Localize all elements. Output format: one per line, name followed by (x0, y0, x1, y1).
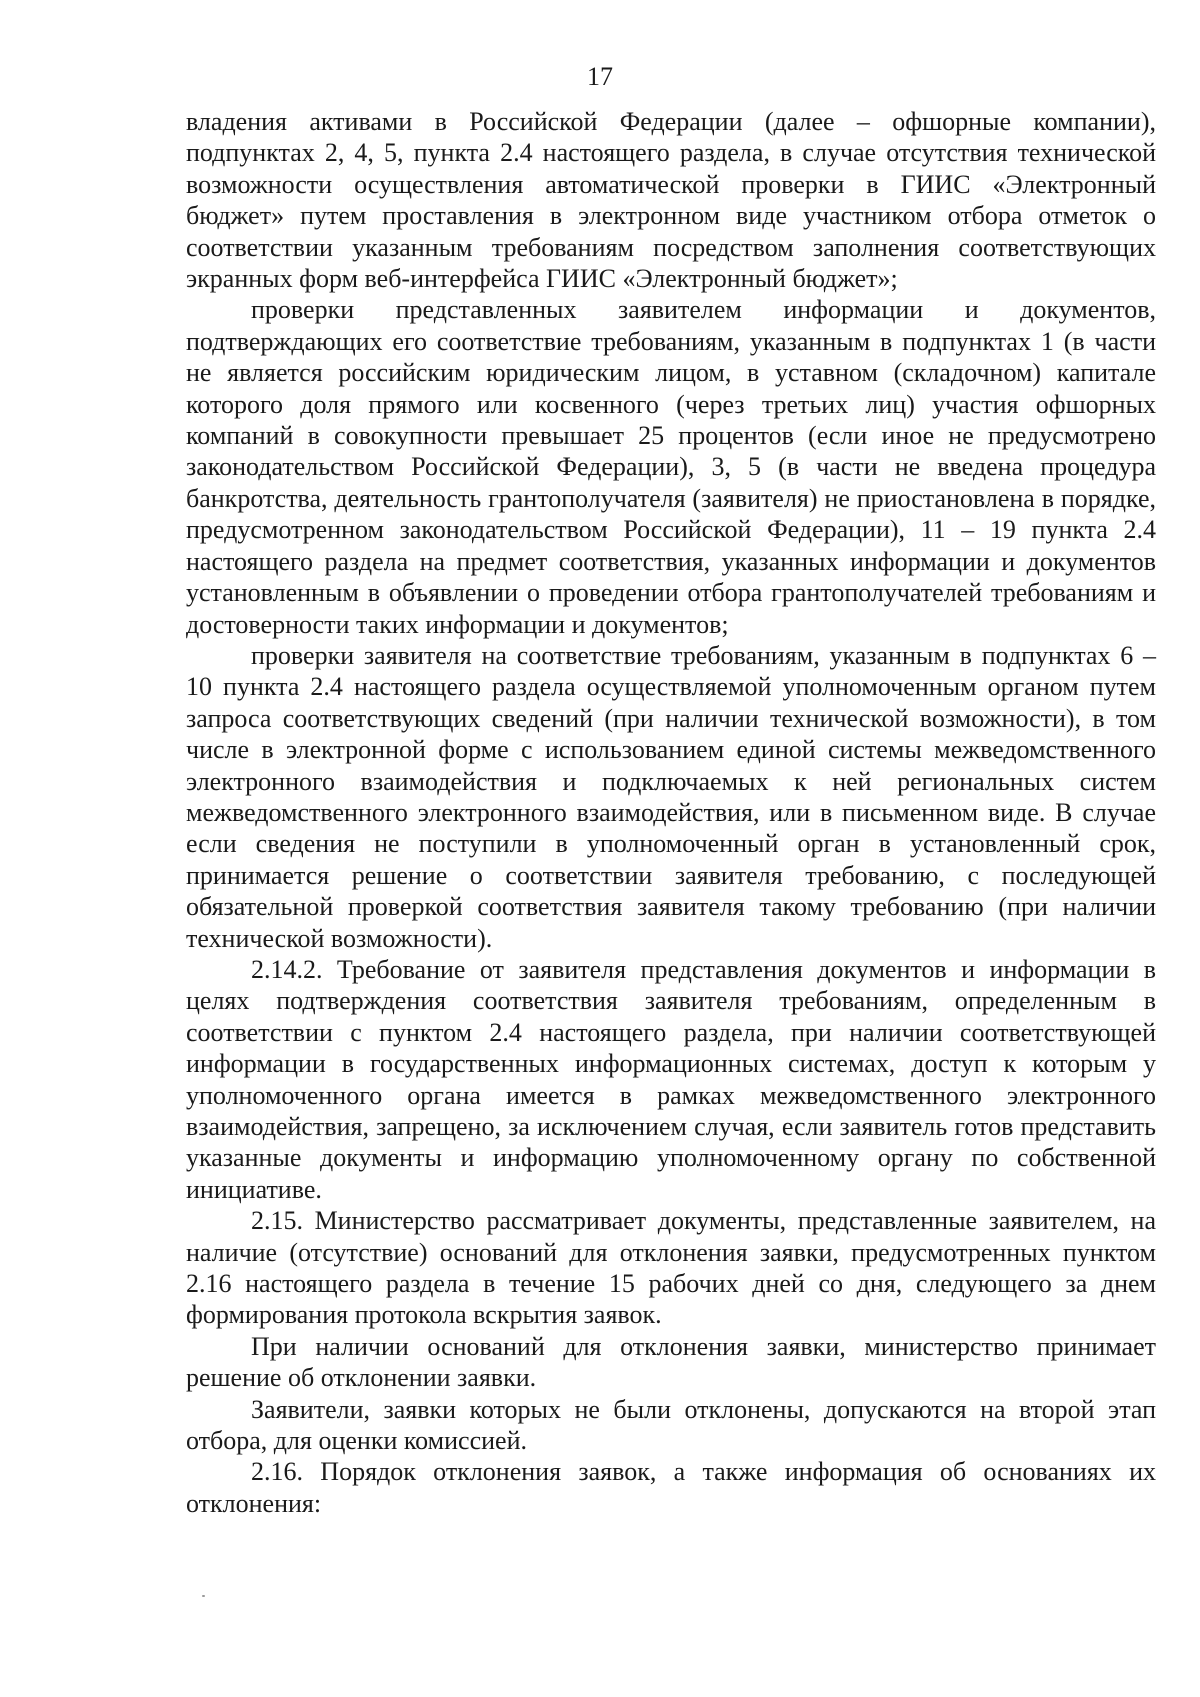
paragraph-offshore-continuation: владения активами в Российской Федерации (далее – офшорные компании), подпунктах 2, 4, 5, пункта 2.4 настоящего раздела, в случае отсутствия технической возможности осуществления автоматической проверки в ГИИС «Электронный бюджет» путем проставления в электронном виде участником отбора отметок о соответствии указанным требованиям посредством заполнения соответствующих экранных форм веб-интерфейса ГИИС «Электронный бюджет»; (186, 107, 1156, 294)
document-body (186, 106, 1156, 1519)
paragraph-2-16: 2.16. Порядок отклонения заявок, а также информация об основаниях их отклонения: (186, 1457, 1156, 1518)
paragraph-2-14-2: 2.14.2. Требование от заявителя представления документов и информации в целях подтверждения соответствия заявителя требованиям, определенным в соответствии с пунктом 2.4 настоящего раздела, при наличии соответствующей информации в государственных информационных системах, доступ к которым у уполномоченного органа имеется в рамках межведомственного электронного взаимодействия, запрещено, за исключением случая, если заявитель готов представить указанные документы и информацию уполномоченному органу по собственной инициативе. (186, 954, 1156, 1204)
paragraph-applicant-check: проверки заявителя на соответствие требованиям, указанным в подпунктах 6 – 10 пункта 2.4 настоящего раздела осуществляемой уполномоченным органом путем запроса соответствующих сведений (при наличии технической возможности), в том числе в электронной форме с использованием единой системы межведомственного электронного взаимодействия и подключаемых к ней региональных систем межведомственного электронного взаимодействия, или в письменном виде. В случае если сведения не поступили в уполномоченный орган в установленный срок, принимается решение о соответствии заявителя требованию, с последующей обязательной проверкой соответствия заявителя такому требованию (при наличии технической возможности). (186, 640, 1156, 953)
scan-speck (202, 1595, 205, 1597)
paragraph-rejection-decision: При наличии оснований для отклонения заявки, министерство принимает решение об отклонении заявки. (186, 1331, 1156, 1393)
paragraph-2-15: 2.15. Министерство рассматривает документы, представленные заявителем, на наличие (отсутствие) оснований для отклонения заявки, предусмотренных пунктом 2.16 настоящего раздела в течение 15 рабочих дней со дня, следующего за днем формирования протокола вскрытия заявок. (186, 1206, 1156, 1330)
page-number: 17 (587, 62, 613, 91)
paragraph-documents-check: проверки представленных заявителем информации и документов, подтверждающих его соответствие требованиям, указанным в подпунктах 1 (в части не является российским юридическим лицом, в уставном (складочном) капитале которого доля прямого или косвенного (через третьих лиц) участия офшорных компаний в совокупности превышает 25 процентов (если иное не предусмотрено законодательством Российской Федерации), 3, 5 (в части не введена процедура банкротства, деятельность грантополучателя (заявителя) не приостановлена в порядке, предусмотренном законодательством Российской Федерации), 11 – 19 пункта 2.4 настоящего раздела на предмет соответствия, указанных информации и документов установленным в объявлении о проведении отбора грантополучателей требованиям и достоверности таких информации и документов; (186, 295, 1156, 639)
paragraph-second-stage: Заявители, заявки которых не были отклонены, допускаются на второй этап отбора, для оценки комиссией. (186, 1394, 1156, 1456)
